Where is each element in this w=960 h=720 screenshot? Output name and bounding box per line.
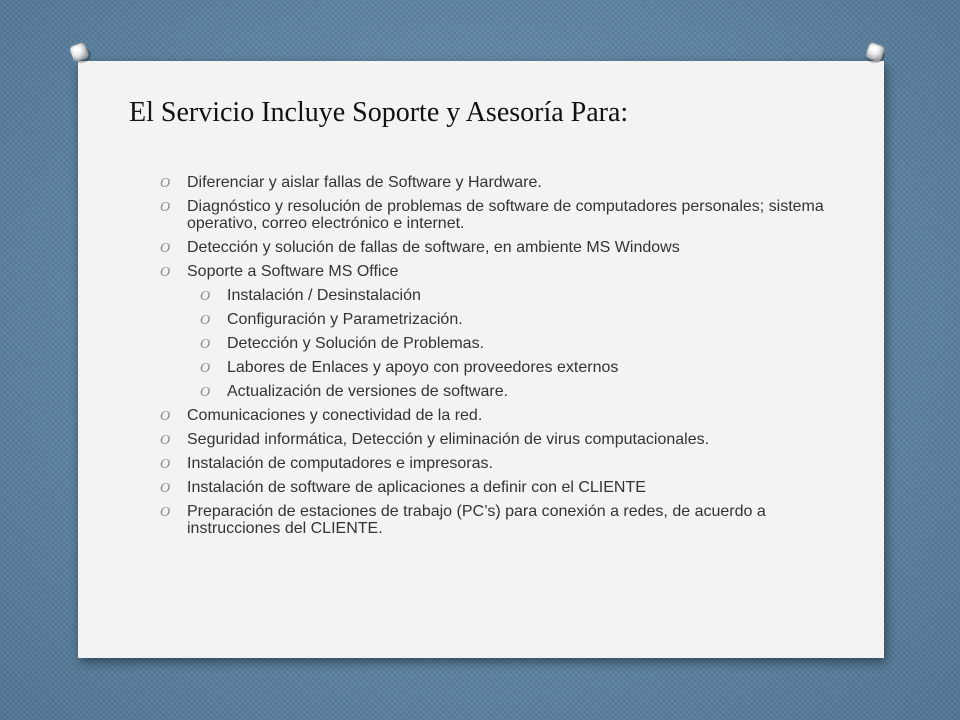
list-item-text: Comunicaciones y conectividad de la red. [187,407,483,424]
bullet-icon: O [160,241,171,256]
bullet-icon: O [160,265,171,280]
bullet-icon: O [200,385,211,400]
list-item-text: Instalación / Desinstalación [227,287,421,304]
bullet-icon: O [160,457,171,472]
bullet-icon: O [160,176,171,191]
bullet-icon: O [200,337,211,352]
list-item-text: Instalación de computadores e impresoras. [187,455,493,472]
bullet-icon: O [200,361,211,376]
bullet-icon: O [160,409,171,424]
pin-icon [67,40,93,66]
list-item [158,431,858,448]
list-item-text: Detección y Solución de Problemas. [227,335,485,352]
list-item [158,198,858,232]
list-item-text: Instalación de software de aplicaciones a definir con el CLIENTE [187,479,646,496]
bullet-icon: O [160,200,171,215]
bullet-list [158,174,858,544]
list-item [158,407,858,424]
sub-list-item [198,311,858,328]
list-item [158,174,858,191]
pin-icon [862,40,888,66]
list-item [158,263,858,280]
bullet-icon: O [160,481,171,496]
sub-list-item [198,335,858,352]
bullet-icon: O [160,505,171,520]
list-item-text: Diagnóstico y resolución de problemas de software de computadores personales; sistema operativo, correo electrónico e internet. [187,198,824,232]
list-item-text: Preparación de estaciones de trabajo (PC’s) para conexión a redes, de acuerdo a instrucciones del CLIENTE. [187,503,766,537]
list-item [158,479,858,496]
sub-list-item [198,287,858,304]
slide-title: El Servicio Incluye Soporte y Asesoría Para: [129,97,629,128]
list-item-text: Diferenciar y aislar fallas de Software y Hardware. [187,174,542,191]
list-item [158,239,858,256]
list-item-text: Soporte a Software MS Office [187,263,399,280]
bullet-icon: O [160,433,171,448]
slide-panel [78,61,884,658]
sub-list-item [198,383,858,400]
list-item-text: Labores de Enlaces y apoyo con proveedores externos [227,359,619,376]
list-item [158,503,858,537]
list-item-text: Configuración y Parametrización. [227,311,463,328]
bullet-icon: O [200,289,211,304]
list-item-text: Actualización de versiones de software. [227,383,509,400]
list-item-text: Detección y solución de fallas de software, en ambiente MS Windows [187,239,680,256]
list-item [158,455,858,472]
bullet-icon: O [200,313,211,328]
list-item-text: Seguridad informática, Detección y eliminación de virus computacionales. [187,431,710,448]
sub-list-item [198,359,858,376]
